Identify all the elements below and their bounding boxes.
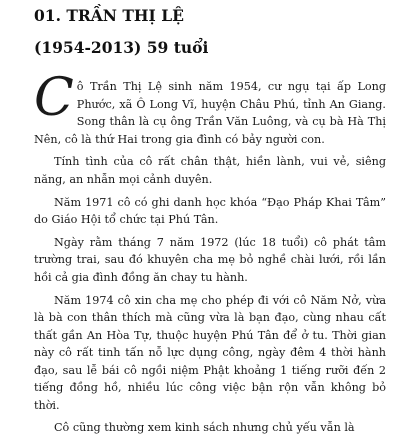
paragraph-3: Năm 1971 cô có ghi danh học khóa “Đạo Pháp Khai Tâm” do Giáo Hội tổ chức tại Phú Tân. — [34, 195, 386, 227]
entry-title: 01. TRẦN THỊ LỆ — [34, 6, 184, 25]
paragraph-5: Năm 1974 cô xin cha mẹ cho phép đi với cô Năm Nở, vừa là bà con thân thích mà cũng vừa là bạn đạo, cùng nhau cất thất gần An Hòa Tự, thuộc huyện Phú Tân để ở tu. Thời gian này cô rất tinh tấn nỗ lực dụng công, ngày đêm 4 thời hành đạo, sau lễ bái cô ngồi niệm Phật khoảng 1 tiếng rưỡi đến 2 tiếng đồng hồ, nhiều lúc công việc bận rộn vẫn không bỏ thời. — [34, 293, 386, 412]
paragraph-2: Tính tình của cô rất chân thật, hiền lành, vui vẻ, siêng năng, an nhẫn mọi cảnh duyên. — [34, 155, 386, 186]
drop-cap: C — [34, 68, 74, 128]
entry-subtitle: (1954-2013) 59 tuổi — [34, 38, 209, 57]
paragraph-6: Cô cũng thường xem kinh sách nhưng chủ yếu vẫn là — [54, 421, 355, 435]
paragraph-4: Ngày rằm tháng 7 năm 1972 (lúc 18 tuổi) cô phát tâm trường trai, sau đó khuyên cha mẹ bỏ nghề chài lưới, rồi lần hồi cả gia đình đồng ăn chay tu hành. — [34, 235, 386, 284]
paragraph-text: ô Trần Thị Lệ sinh năm 1954, cư ngụ tại ấp Long Phước, xã Ô Long Vĩ, huyện Châu Phú, tỉnh An Giang. Song thân là cụ ông Trần Văn Luông, và cụ bà Hà Thị Nên, cô là thứ Hai trong gia đình có bảy người con. — [34, 80, 386, 146]
paragraph-1 — [34, 68, 386, 148]
body-text — [34, 68, 386, 442]
